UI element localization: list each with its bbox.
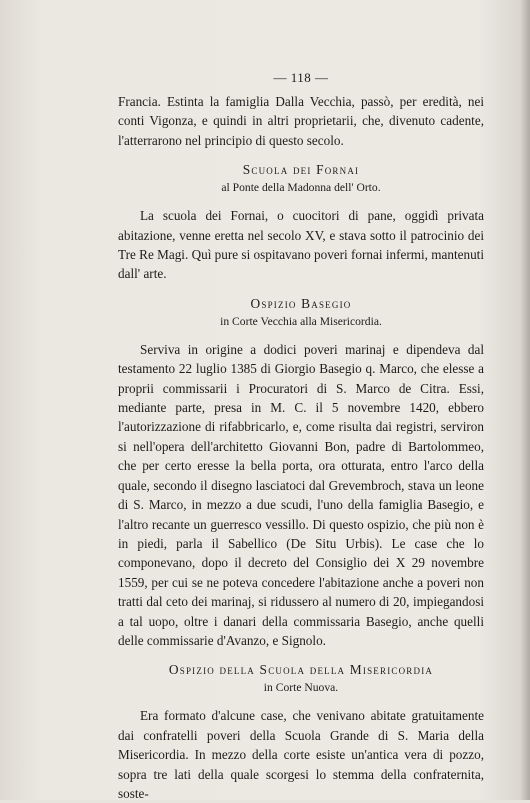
intro-paragraph: Francia. Estinta la famiglia Dalla Vecchia, passò, per eredità, nei conti Vigonza, e quindi in altri proprietarii, che, divenuto cadente, l'atterrarono nel principio di questo secolo. bbox=[118, 94, 484, 148]
page-number: — 118 — bbox=[273, 70, 329, 85]
section-ospizio-basegio bbox=[118, 295, 484, 651]
section-subtitle: in Corte Nuova. bbox=[263, 681, 339, 695]
section-subtitle: al Ponte della Madonna dell' Orto. bbox=[221, 181, 381, 195]
section-paragraph: La scuola dei Fornai, o cuocitori di pane, oggidì privata abitazione, venne eretta nel secolo XV, e stava sotto il patrocinio dei Tre Re Magi. Quì pure si ospitavano poveri fornai infermi, mantenuti dall' arte. bbox=[118, 208, 484, 282]
section-scuola-fornai bbox=[118, 161, 484, 284]
section-paragraph: Era formato d'alcune case, che venivano abitate gratuitamente dai confratelli poveri della Scuola Grande di S. Maria della Misericordia. In mezzo della corte esiste un'antica vera di pozzo, sopra tre lati della quale scorgesi lo stemma della confraternita, soste- bbox=[118, 708, 484, 801]
section-subtitle: in Corte Vecchia alla Misericordia. bbox=[220, 314, 382, 328]
page-content bbox=[118, 70, 484, 803]
section-paragraph: Serviva in origine a dodici poveri marinaj e dipendeva dal testamento 22 luglio 1385 di Giorgio Basegio q. Marco, che elesse a proprii commissarii i Procuratori di S. Marco de Citra. Essi, mediante parte, presa in M. C. il 5 novembre 1420, ebbero l'autorizzazione di rifabbricarlo, e, come risulta dai registri, serviron si nell'opera dell'architetto Giovanni Bon, padre di Bartolommeo, che per certo eresse la bella porta, ora otturata, entro l'arco della quale, secondo il disegno lasciatoci dal Grevembroch, stava un leone di S. Marco, in mezzo a due scudi, l'uno della famiglia Basegio, e l'altro recante un guerresco vessillo. Di questo ospizio, che più non è in piedi, parla il Sabellico (De Situ Urbis). Le case che lo componevano, dopo il decreto del Consiglio dei X 29 novembre 1559, per cui se ne poteva concedere l'abitazione anche a poveri non tratti dal ceto dei marinaj, si ridussero al numero di 20, impiegandosi a tal uopo, oltre i danari della commissaria Basegio, anche quelli delle commissarie d'Avanzo, e Signolo. bbox=[118, 341, 484, 648]
section-title: Ospizio Basegio bbox=[250, 295, 352, 311]
section-title: Ospizio della Scuola della Misericordia bbox=[168, 662, 434, 678]
section-title: Scuola dei Fornai bbox=[242, 162, 360, 178]
page-edge-shadow bbox=[520, 0, 530, 800]
section-ospizio-misericordia bbox=[118, 661, 484, 803]
